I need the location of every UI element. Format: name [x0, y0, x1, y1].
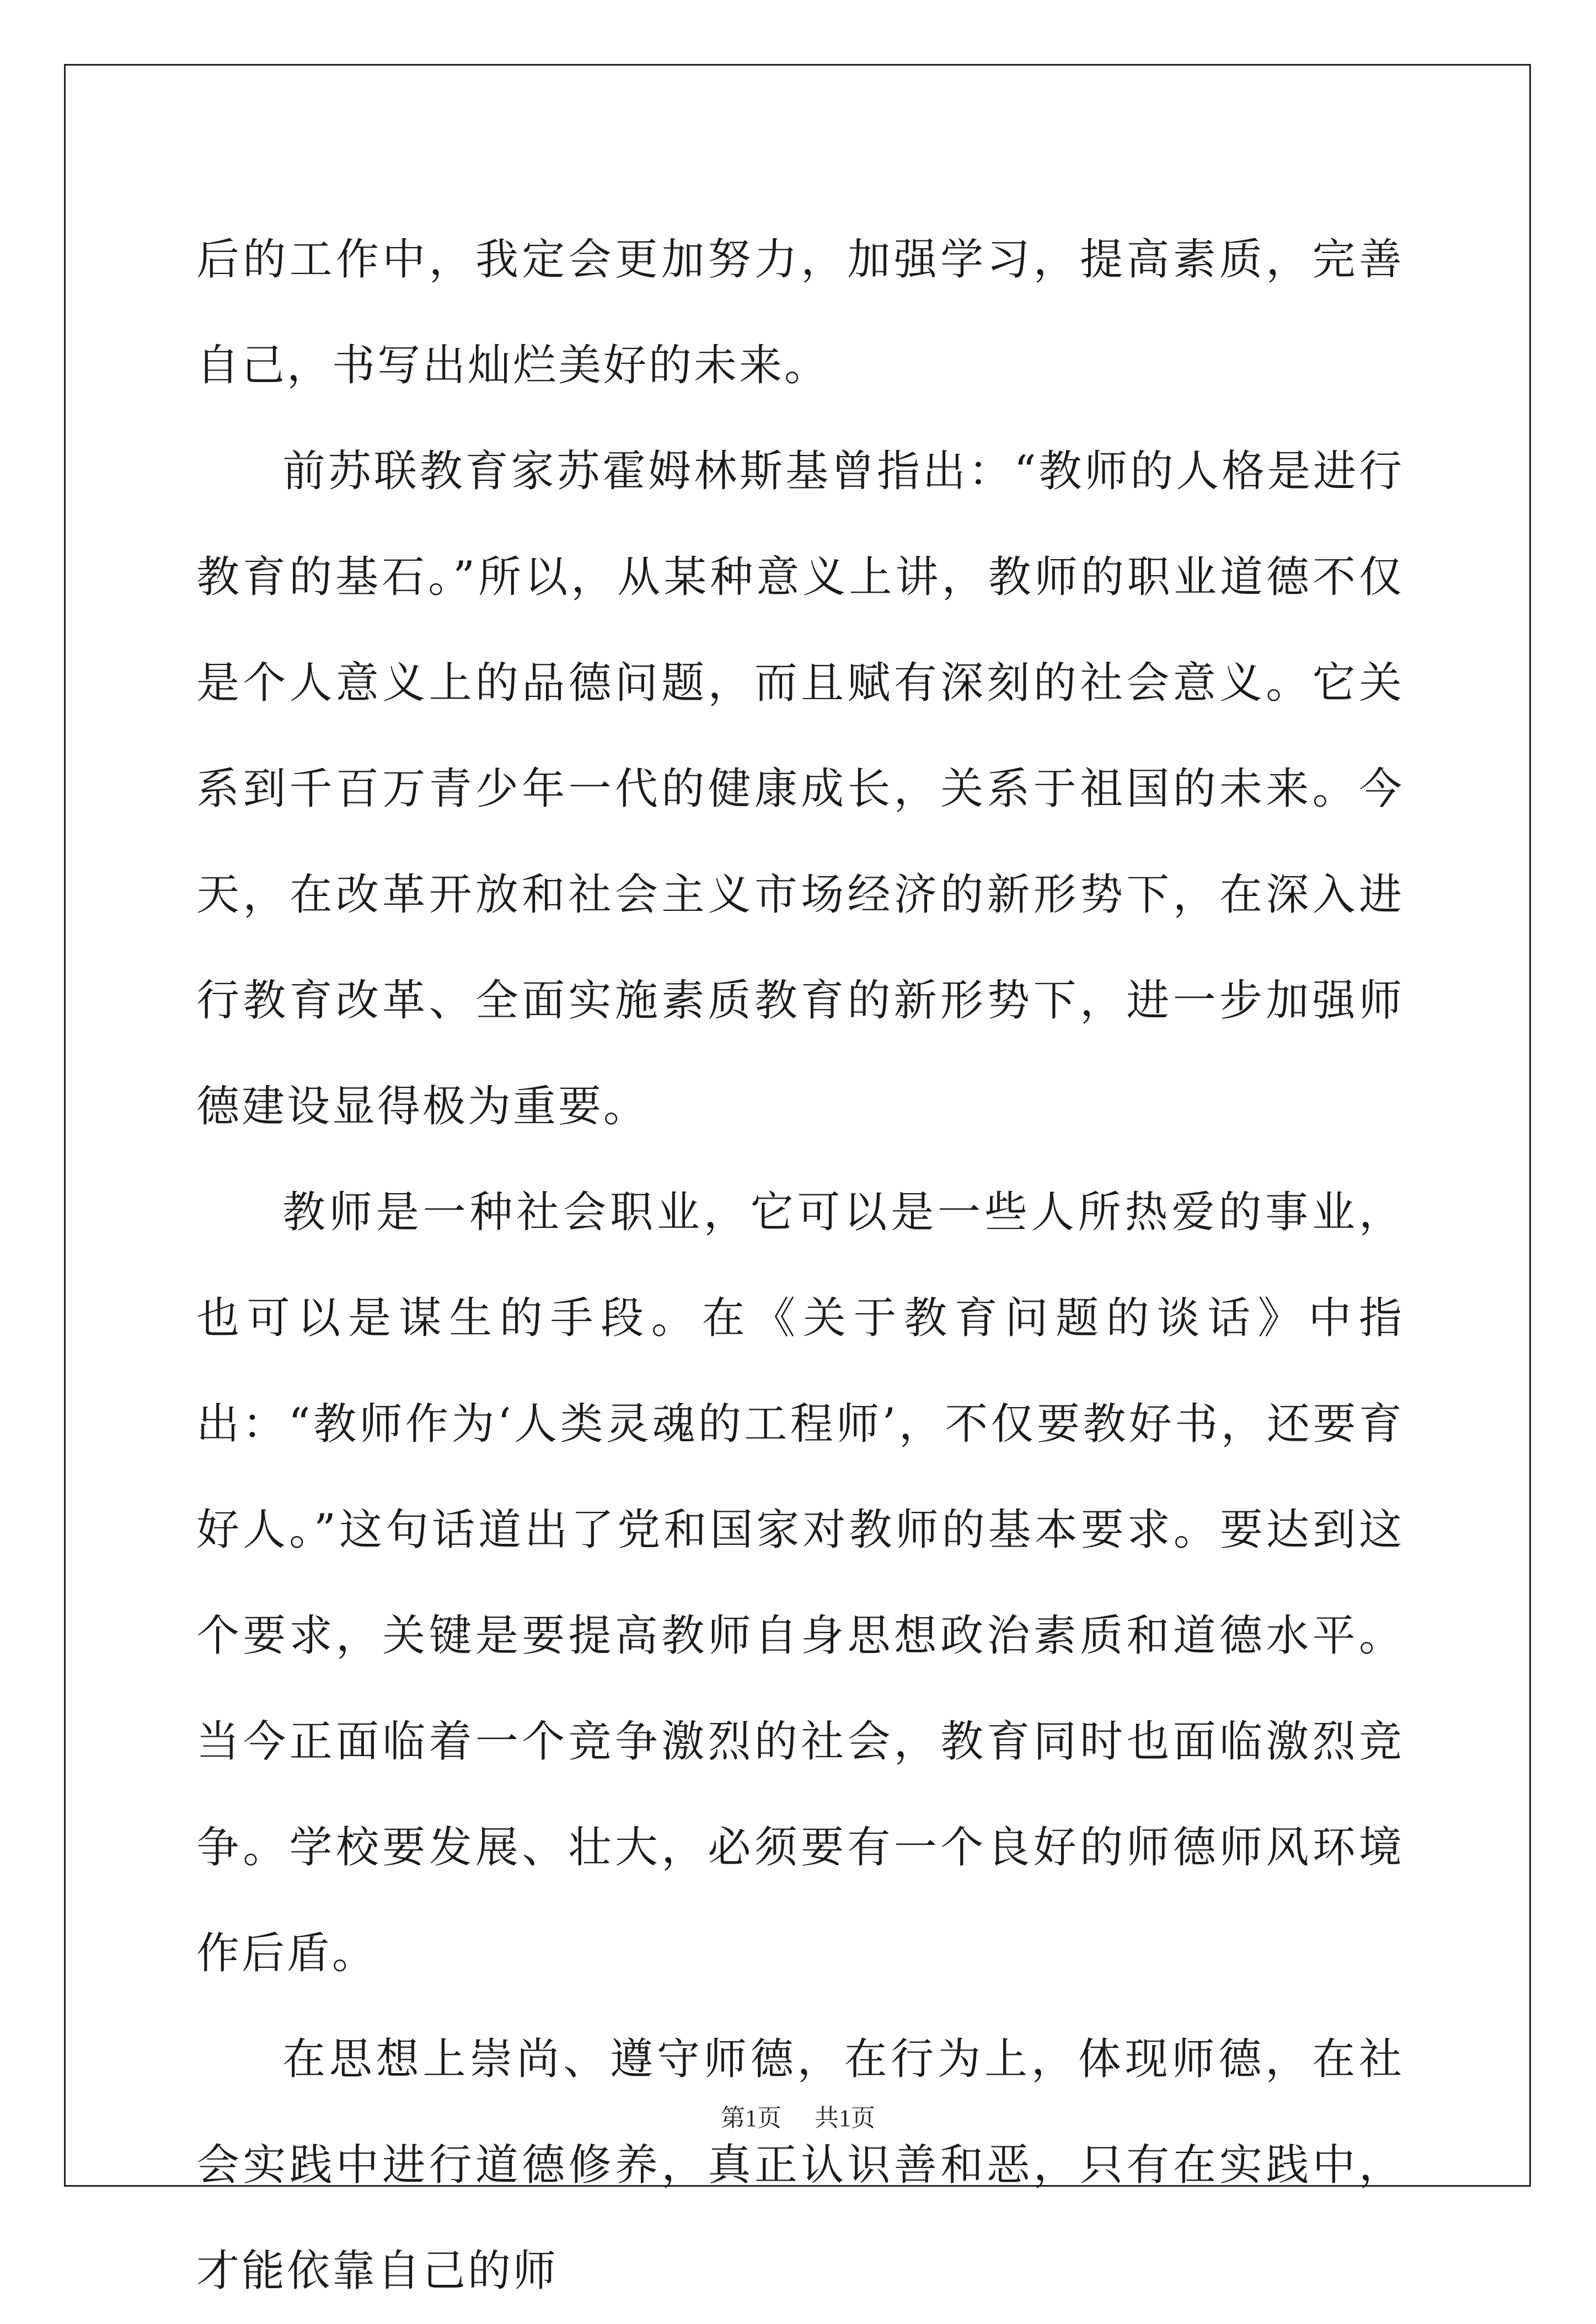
paragraph-2: 前苏联教育家苏霍姆林斯基曾指出：“教师的人格是进行教育的基石。”所以，从某种意义上讲，教师的职业道德不仅是个人意义上的品德问题，而且赋有深刻的社会意义。它关系到千百万青少年一代的健康成长，关系于祖国的未来。今天，在改革开放和社会主义市场经济的新形势下，在深入进行教育改革、全面实施素质教育的新形势下，进一步加强师德建设显得极为重要。: [196, 447, 1404, 1131]
paragraph-3: 教师是一种社会职业，它可以是一些人所热爱的事业，也可以是谋生的手段。在《关于教育问题的谈话》中指出：“教师作为‘人类灵魂的工程师’，不仅要教好书，还要育好人。”这句话道出了党和国家对教师的基本要求。要达到这个要求，关键是要提高教师自身思想政治素质和道德水平。当今正面临着一个竞争激烈的社会，教育同时也面临激烈竞争。学校要发展、壮大，必须要有一个良好的师德师风环境作后盾。: [196, 1188, 1404, 1978]
page-total: 共1页: [815, 2105, 875, 2132]
paragraph-1: 后的工作中，我定会更加努力，加强学习，提高素质，完善自己，书写出灿烂美好的未来。: [196, 235, 1404, 390]
document-body: [196, 207, 1404, 2324]
page-footer: [0, 2102, 1596, 2135]
paragraph-4: 在思想上崇尚、遵守师德，在行为上，体现师德，在社会实践中进行道德修养，真正认识善和恶，只有在实践中，才能依靠自己的师: [196, 2035, 1404, 2296]
page-number: 第1页: [721, 2105, 781, 2132]
